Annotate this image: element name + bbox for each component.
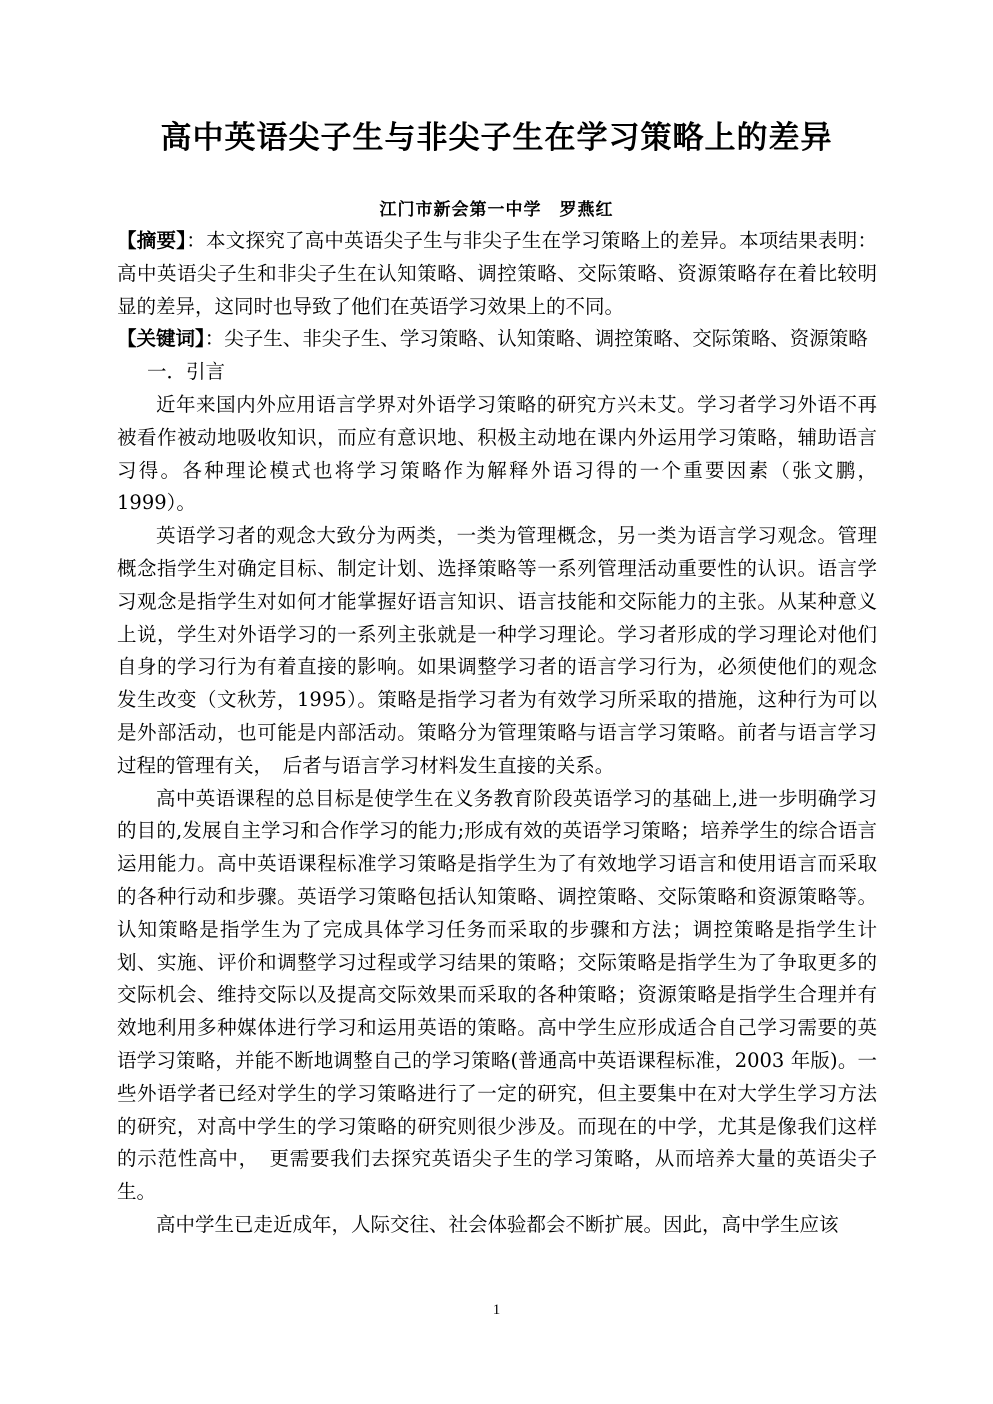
- keywords-text: ：尖子生、非尖子生、学习策略、认知策略、调控策略、交际策略、资源策略: [204, 327, 868, 351]
- paragraph: 近年来国内外应用语言学界对外语学习策略的研究方兴未艾。学习者学习外语不再被看作被动地吸收知识，而应有意识地、积极主动地在课内外运用学习策略，辅助语言习得。各种理论模式也将学习策略作为解释外语习得的一个重要因素（张文鹏，1999）。: [117, 392, 877, 515]
- paragraph: 高中英语课程的总目标是使学生在义务教育阶段英语学习的基础上,进一步明确学习的目的,发展自主学习和合作学习的能力;形成有效的英语学习策略；培养学生的综合语言运用能力。高中英语课程标准学习策略是指学生为了有效地学习语言和使用语言而采取的各种行动和步骤。英语学习策略包括认知策略、调控策略、交际策略和资源策略等。认知策略是指学生为了完成具体学习任务而采取的步骤和方法；调控策略是指学生计划、实施、评价和调整学习过程或学习结果的策略；交际策略是指学生为了争取更多的交际机会、维持交际以及提高交际效果而采取的各种策略；资源策略是指学生合理并有效地利用多种媒体进行学习和运用英语的策略。高中学生应形成适合自己学习需要的英语学习策略，并能不断地调整自己的学习策略(普通高中英语课程标准，2003 年版)。一些外语学者已经对学生的学习策略进行了一定的研究，但主要集中在对大学生学习方法的研究，对高中学生的学习策略的研究则很少涉及。而现在的中学，尤其是像我们这样的示范性高中， 更需要我们去探究英语尖子生的学习策略，从而培养大量的英语尖子生。: [117, 786, 877, 1204]
- keywords: [117, 323, 877, 356]
- paragraph: 英语学习者的观念大致分为两类，一类为管理概念，另一类为语言学习观念。管理概念指学生对确定目标、制定计划、选择策略等一系列管理活动重要性的认识。语言学习观念是指学生对如何才能掌握好语言知识、语言技能和交际能力的主张。从某种意义上说，学生对外语学习的一系列主张就是一种学习理论。学习者形成的学习理论对他们自身的学习行为有着直接的影响。如果调整学习者的语言学习行为，必须使他们的观念发生改变（文秋芳，1995）。策略是指学习者为有效学习所采取的措施，这种行为可以是外部活动，也可能是内部活动。策略分为管理策略与语言学习策略。前者与语言学习过程的管理有关， 后者与语言学习材料发生直接的关系。: [117, 524, 877, 777]
- document-title: 高中英语尖子生与非尖子生在学习策略上的差异: [160, 120, 833, 156]
- abstract-text: ：本文探究了高中英语尖子生与非尖子生在学习策略上的差异。本项结果表明：高中英语尖子生和非尖子生在认知策略、调控策略、交际策略、资源策略存在着比较明显的差异，这同时也导致了他们在英语学习效果上的不同。: [117, 229, 877, 318]
- abstract: [117, 225, 877, 323]
- abstract-label: 【摘要】: [117, 229, 187, 252]
- paragraph: 高中学生已走近成年，人际交往、社会体验都会不断扩展。因此，高中学生应该: [156, 1212, 839, 1236]
- page-number: 1: [492, 1302, 501, 1318]
- document-body: [117, 225, 877, 1242]
- section-heading: 一．引言: [147, 360, 226, 384]
- keywords-label: 【关键词】: [117, 327, 205, 351]
- author-line: 江门市新会第一中学 罗燕红: [379, 200, 614, 220]
